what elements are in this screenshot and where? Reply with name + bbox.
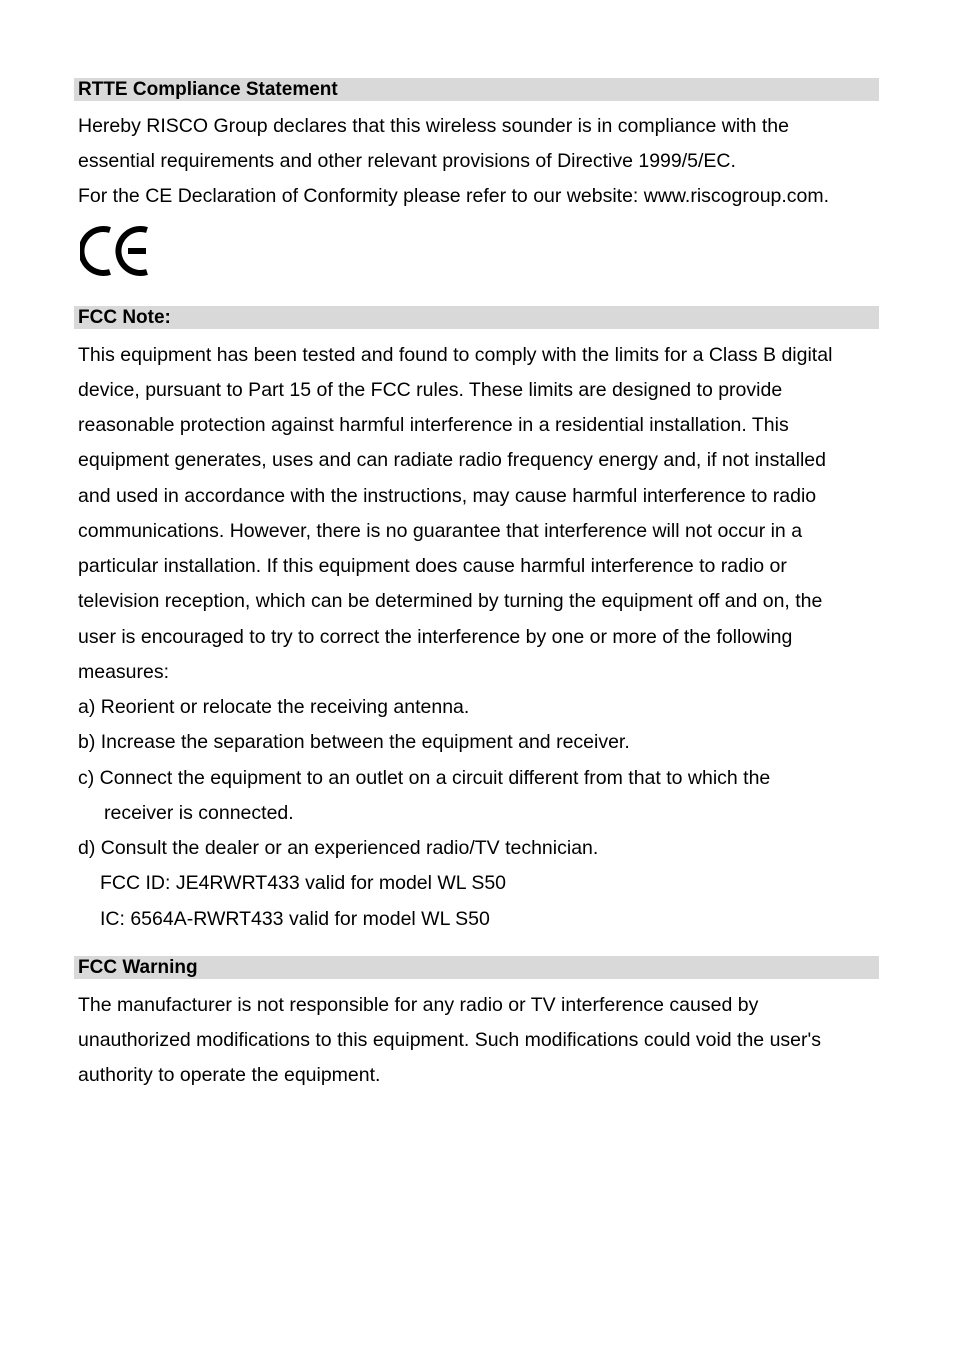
fcc-warning-line-1: The manufacturer is not responsible for any radio or TV interference caused by [78,994,759,1016]
measure-b: b) Increase the separation between the equipment and receiver. [78,731,630,753]
rtte-heading: RTTE Compliance Statement [74,78,879,101]
fcc-warning-line-3: authority to operate the equipment. [78,1064,381,1086]
ce-mark-logo [80,224,152,278]
fcc-note-line-5: and used in accordance with the instructions, may cause harmful interference to radio [78,485,817,507]
measure-a: a) Reorient or relocate the receiving antenna. [78,696,470,718]
fcc-note-line-8: television reception, which can be determined by turning the equipment off and on, the [78,590,823,612]
rtte-line-1: Hereby RISCO Group declares that this wireless sounder is in compliance with the [78,115,789,137]
fcc-note-line-9: user is encouraged to try to correct the interference by one or more of the following [78,626,793,648]
measure-d: d) Consult the dealer or an experienced radio/TV technician. [78,837,599,859]
fcc-note-line-1: This equipment has been tested and found to comply with the limits for a Class B digital [78,344,833,366]
fcc-warning-heading: FCC Warning [74,956,879,979]
fcc-note-line-3: reasonable protection against harmful interference in a residential installation. This [78,414,789,436]
fcc-note-line-10: measures: [78,661,170,683]
fcc-warning-line-2: unauthorized modifications to this equipment. Such modifications could void the user's [78,1029,821,1051]
fcc-note-line-2: device, pursuant to Part 15 of the FCC rules. These limits are designed to provide [78,379,783,401]
fcc-note-heading: FCC Note: [74,306,879,329]
fcc-note-line-6: communications. However, there is no guarantee that interference will not occur in a [78,520,803,542]
rtte-line-2: essential requirements and other relevant provisions of Directive 1999/5/EC. [78,150,736,172]
fcc-note-line-4: equipment generates, uses and can radiate radio frequency energy and, if not installed [78,449,826,471]
ic-id: IC: 6564A-RWRT433 valid for model WL S50 [100,908,490,930]
fcc-note-line-7: particular installation. If this equipment does cause harmful interference to radio or [78,555,787,577]
rtte-line-3: For the CE Declaration of Conformity please refer to our website: www.riscogroup.com. [78,185,830,207]
measure-c-continued: receiver is connected. [104,802,294,824]
measure-c: c) Connect the equipment to an outlet on a circuit different from that to which the [78,767,771,789]
fcc-id: FCC ID: JE4RWRT433 valid for model WL S50 [100,872,507,894]
